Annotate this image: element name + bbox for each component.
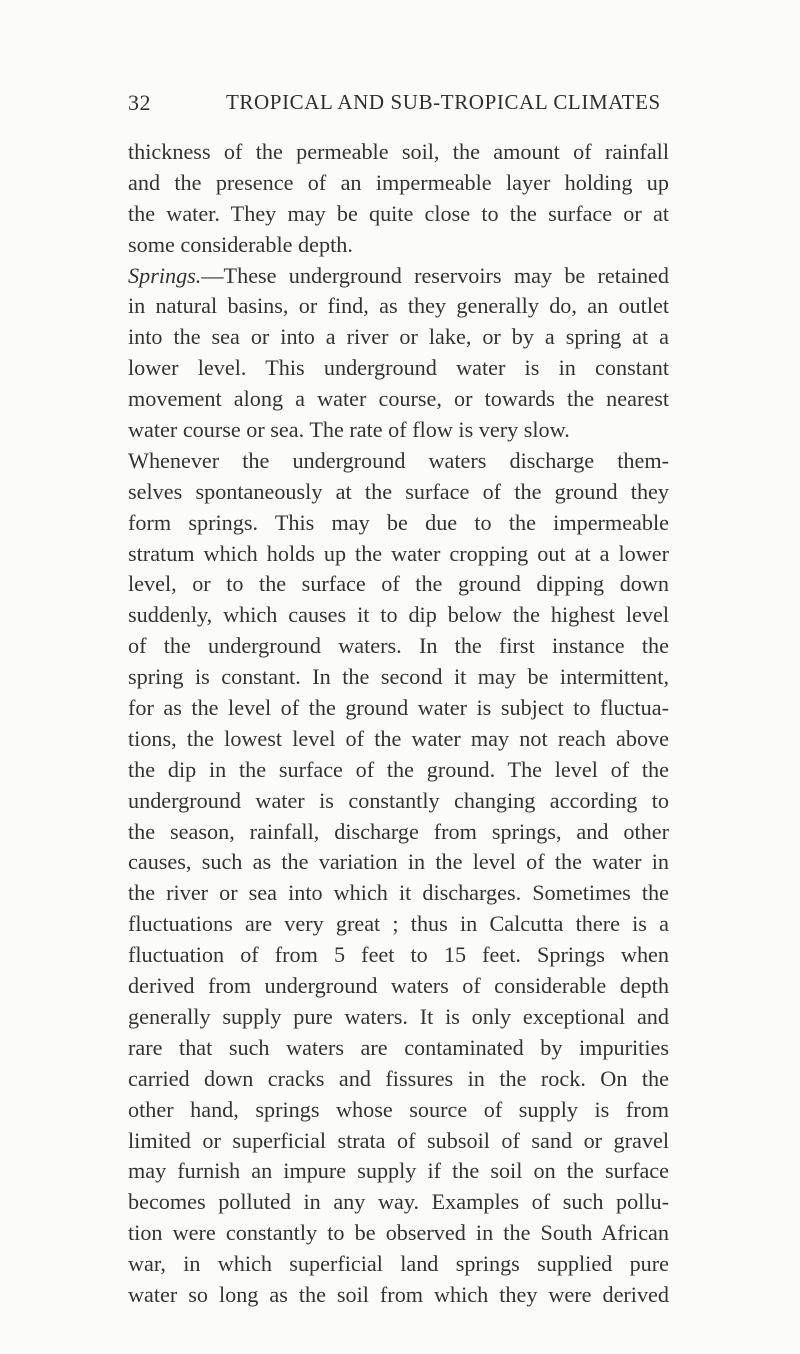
text-line: rare that such waters are contaminated by impurities	[128, 1034, 669, 1060]
text-line: and the presence of an impermeable layer holding up	[128, 169, 669, 195]
text-line: for as the level of the ground water is subject to fluctua-	[128, 695, 669, 721]
text-line: fluctuation of from 5 feet to 15 feet. Springs when	[128, 942, 669, 968]
text-line: the season, rainfall, discharge from springs, and other	[128, 818, 669, 844]
text-line: level, or to the surface of the ground dipping down	[128, 571, 669, 597]
text-line: form springs. This may be due to the impermeable	[128, 509, 669, 535]
text-line: selves spontaneously at the surface of the ground they	[128, 478, 669, 504]
text-line: other hand, springs whose source of supply is from	[128, 1096, 669, 1122]
text-line: water course or sea. The rate of flow is very slow.	[128, 417, 570, 443]
text-line: tions, the lowest level of the water may not reach above	[128, 725, 669, 751]
running-head: TROPICAL AND SUB-TROPICAL CLIMATES	[226, 90, 661, 114]
text-line: water so long as the soil from which they were derived	[128, 1281, 669, 1307]
text-line: underground water is constantly changing according to	[128, 787, 669, 813]
text-line: derived from underground waters of considerable depth	[128, 973, 669, 999]
text-line: the dip in the surface of the ground. The level of the	[128, 756, 669, 782]
text-line: war, in which superficial land springs supplied pure	[128, 1251, 669, 1277]
text-line: tion were constantly to be observed in the South African	[128, 1220, 669, 1246]
text-line: carried down cracks and fissures in the rock. On the	[128, 1065, 669, 1091]
text-line: becomes polluted in any way. Examples of such pollu-	[128, 1189, 669, 1215]
text-line: suddenly, which causes it to dip below the highest level	[128, 602, 669, 628]
text-line: may furnish an impure supply if the soil on the surface	[128, 1158, 669, 1184]
body-text	[128, 137, 669, 1311]
text-line-springs	[128, 261, 669, 292]
text-line: fluctuations are very great ; thus in Calcutta there is a	[128, 911, 669, 937]
text-line: of the underground waters. In the first instance the	[128, 633, 669, 659]
text-line: in natural basins, or find, as they generally do, an outlet	[128, 293, 669, 319]
text-line: the water. They may be quite close to the surface or at	[128, 200, 669, 226]
text-line: the river or sea into which it discharges. Sometimes the	[128, 880, 669, 906]
text-line: limited or superficial strata of subsoil of sand or gravel	[128, 1127, 669, 1153]
text-line: generally supply pure waters. It is only exceptional and	[128, 1003, 669, 1029]
text-line: spring is constant. In the second it may be intermittent,	[128, 664, 669, 690]
text-line: stratum which holds up the water cropping out at a lower	[128, 540, 669, 566]
springs-intro-text: —These underground reservoirs may be retained	[201, 262, 669, 288]
section-heading-springs: Springs.	[128, 262, 202, 288]
page-header	[128, 90, 668, 120]
text-line: Whenever the underground waters discharge them-	[128, 447, 669, 473]
text-line: some considerable depth.	[128, 231, 353, 257]
text-line: movement along a water course, or towards the nearest	[128, 386, 669, 412]
text-line: into the sea or into a river or lake, or by a spring at a	[128, 324, 669, 350]
text-line: thickness of the permeable soil, the amount of rainfall	[128, 139, 669, 164]
text-line: lower level. This underground water is in constant	[128, 355, 669, 381]
page-number: 32	[128, 90, 151, 115]
text-line: causes, such as the variation in the level of the water in	[128, 849, 669, 875]
